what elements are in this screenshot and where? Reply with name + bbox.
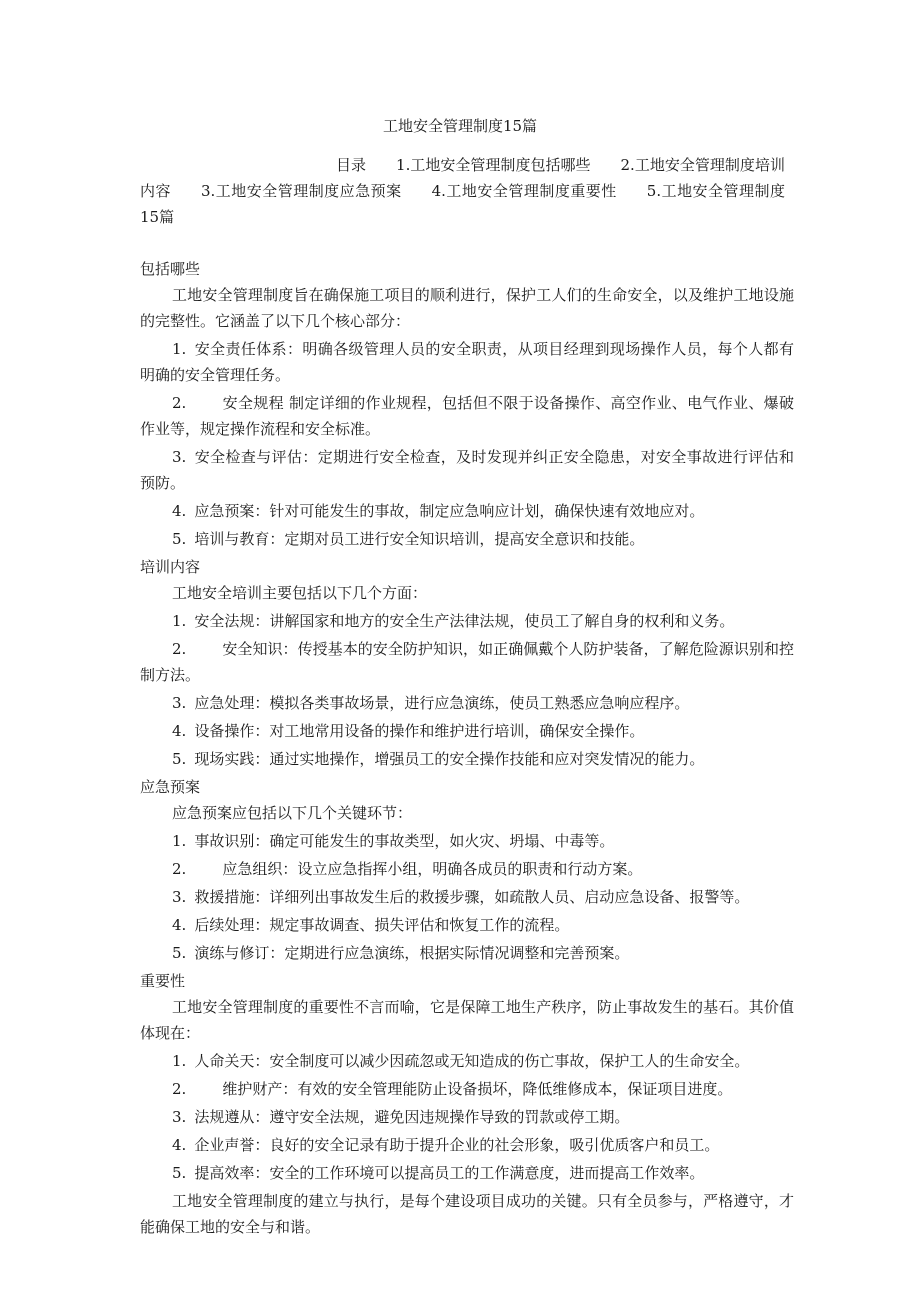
list-number: 5. [172, 944, 187, 962]
list-text: 维护财产：有效的安全管理能防止设备损坏，降低维修成本，保证项目进度。 [222, 1080, 733, 1098]
section-heading: 包括哪些 [140, 260, 201, 278]
list-item [140, 444, 794, 498]
list-text: 人命关天：安全制度可以减少因疏忽或无知造成的伤亡事故，保护工人的生命安全。 [194, 1052, 750, 1070]
list-number: 5. [172, 1164, 187, 1182]
list-item [140, 856, 794, 884]
paragraph: 应急预案应包括以下几个关键环节： [172, 804, 413, 822]
list-item [140, 390, 794, 444]
list-item [140, 828, 794, 856]
list-item [140, 746, 794, 774]
list-number: 2. [172, 860, 187, 878]
list-item [140, 498, 794, 526]
list-text: 应急预案：针对可能发生的事故，制定应急响应计划，确保快速有效地应对。 [194, 502, 705, 520]
list-number: 4. [172, 1136, 187, 1154]
list-number: 1. [172, 612, 187, 630]
list-item [140, 1048, 794, 1076]
toc-item[interactable]: 4.工地安全管理制度重要性 [431, 182, 617, 200]
list-number: 2. [172, 394, 187, 412]
section-heading: 培训内容 [140, 558, 201, 576]
list-item [140, 636, 794, 690]
list-text: 企业声誉：良好的安全记录有助于提升企业的社会形象，吸引优质客户和员工。 [194, 1136, 720, 1154]
list-text: 安全知识：传授基本的安全防护知识，如正确佩戴个人防护装备，了解危险源识别和控制方法。 [140, 640, 794, 684]
toc-label: 目录 [336, 156, 367, 174]
list-text: 培训与教育：定期对员工进行安全知识培训，提高安全意识和技能。 [194, 530, 645, 548]
paragraph: 工地安全管理制度的重要性不言而喻，它是保障工地生产秩序，防止事故发生的基石。其价值体现在： [140, 998, 794, 1042]
list-number: 5. [172, 530, 187, 548]
list-item [140, 884, 794, 912]
list-number: 3. [172, 1108, 187, 1126]
list-item [140, 912, 794, 940]
list-text: 应急处理：模拟各类事故场景，进行应急演练，使员工熟悉应急响应程序。 [194, 694, 690, 712]
list-text: 法规遵从：遵守安全法规，避免因违规操作导致的罚款或停工期。 [194, 1108, 630, 1126]
list-text: 演练与修订：定期进行应急演练，根据实际情况调整和完善预案。 [194, 944, 630, 962]
list-item [140, 1132, 794, 1160]
list-text: 安全法规：讲解国家和地方的安全生产法律法规，使员工了解自身的权利和义务。 [194, 612, 735, 630]
list-text: 现场实践：通过实地操作，增强员工的安全操作技能和应对突发情况的能力。 [194, 750, 705, 768]
list-text: 设备操作：对工地常用设备的操作和维护进行培训，确保安全操作。 [194, 722, 645, 740]
closing-paragraph: 工地安全管理制度的建立与执行，是每个建设项目成功的关键。只有全员参与，严格遵守，才能确保工地的安全与和谐。 [140, 1192, 794, 1236]
paragraph: 工地安全培训主要包括以下几个方面： [172, 584, 428, 602]
section-heading: 重要性 [140, 972, 186, 990]
list-item [140, 1160, 794, 1188]
list-text: 安全规程 制定详细的作业规程，包括但不限于设备操作、高空作业、电气作业、爆破作业等，规定操作流程和安全标准。 [140, 394, 794, 438]
list-number: 3. [172, 888, 187, 906]
list-number: 3. [172, 448, 187, 466]
list-number: 5. [172, 750, 187, 768]
list-number: 1. [172, 832, 187, 850]
list-text: 事故识别：确定可能发生的事故类型，如火灾、坍塌、中毒等。 [194, 832, 615, 850]
toc-item[interactable]: 5.工地安全管理制度15篇 [140, 182, 785, 226]
list-number: 4. [172, 916, 187, 934]
list-item [140, 690, 794, 718]
list-number: 2. [172, 1080, 187, 1098]
section-heading: 应急预案 [140, 778, 201, 796]
toc-item[interactable]: 3.工地安全管理制度应急预案 [200, 182, 402, 200]
list-item [140, 1104, 794, 1132]
list-number: 4. [172, 722, 187, 740]
list-number: 3. [172, 694, 187, 712]
list-text: 安全检查与评估：定期进行安全检查，及时发现并纠正安全隐患，对安全事故进行评估和预防。 [140, 448, 794, 492]
list-text: 应急组织：设立应急指挥小组，明确各成员的职责和行动方案。 [222, 860, 643, 878]
list-item [140, 940, 794, 968]
list-text: 后续处理：规定事故调查、损失评估和恢复工作的流程。 [194, 916, 570, 934]
list-number: 1. [172, 340, 187, 358]
document-body [140, 256, 794, 1242]
toc-item[interactable]: 2.工地安全管理制度培训内容 [140, 156, 785, 200]
list-item [140, 526, 794, 554]
list-text: 救援措施：详细列出事故发生后的救援步骤，如疏散人员、启动应急设备、报警等。 [194, 888, 750, 906]
document-title: 工地安全管理制度15篇 [382, 117, 538, 135]
list-item [140, 608, 794, 636]
list-number: 1. [172, 1052, 187, 1070]
list-number: 4. [172, 502, 187, 520]
list-item [140, 718, 794, 746]
list-text: 安全责任体系：明确各级管理人员的安全职责，从项目经理到现场操作人员，每个人都有明确的安全管理任务。 [140, 340, 794, 384]
list-item [140, 1076, 794, 1104]
list-item [140, 336, 794, 390]
list-number: 2. [172, 640, 187, 658]
toc-item[interactable]: 1.工地安全管理制度包括哪些 [396, 156, 591, 174]
paragraph: 工地安全管理制度旨在确保施工项目的顺利进行，保护工人们的生命安全，以及维护工地设施的完整性。它涵盖了以下几个核心部分： [140, 286, 794, 330]
table-of-contents [140, 152, 785, 230]
list-text: 提高效率：安全的工作环境可以提高员工的工作满意度，进而提高工作效率。 [194, 1164, 705, 1182]
